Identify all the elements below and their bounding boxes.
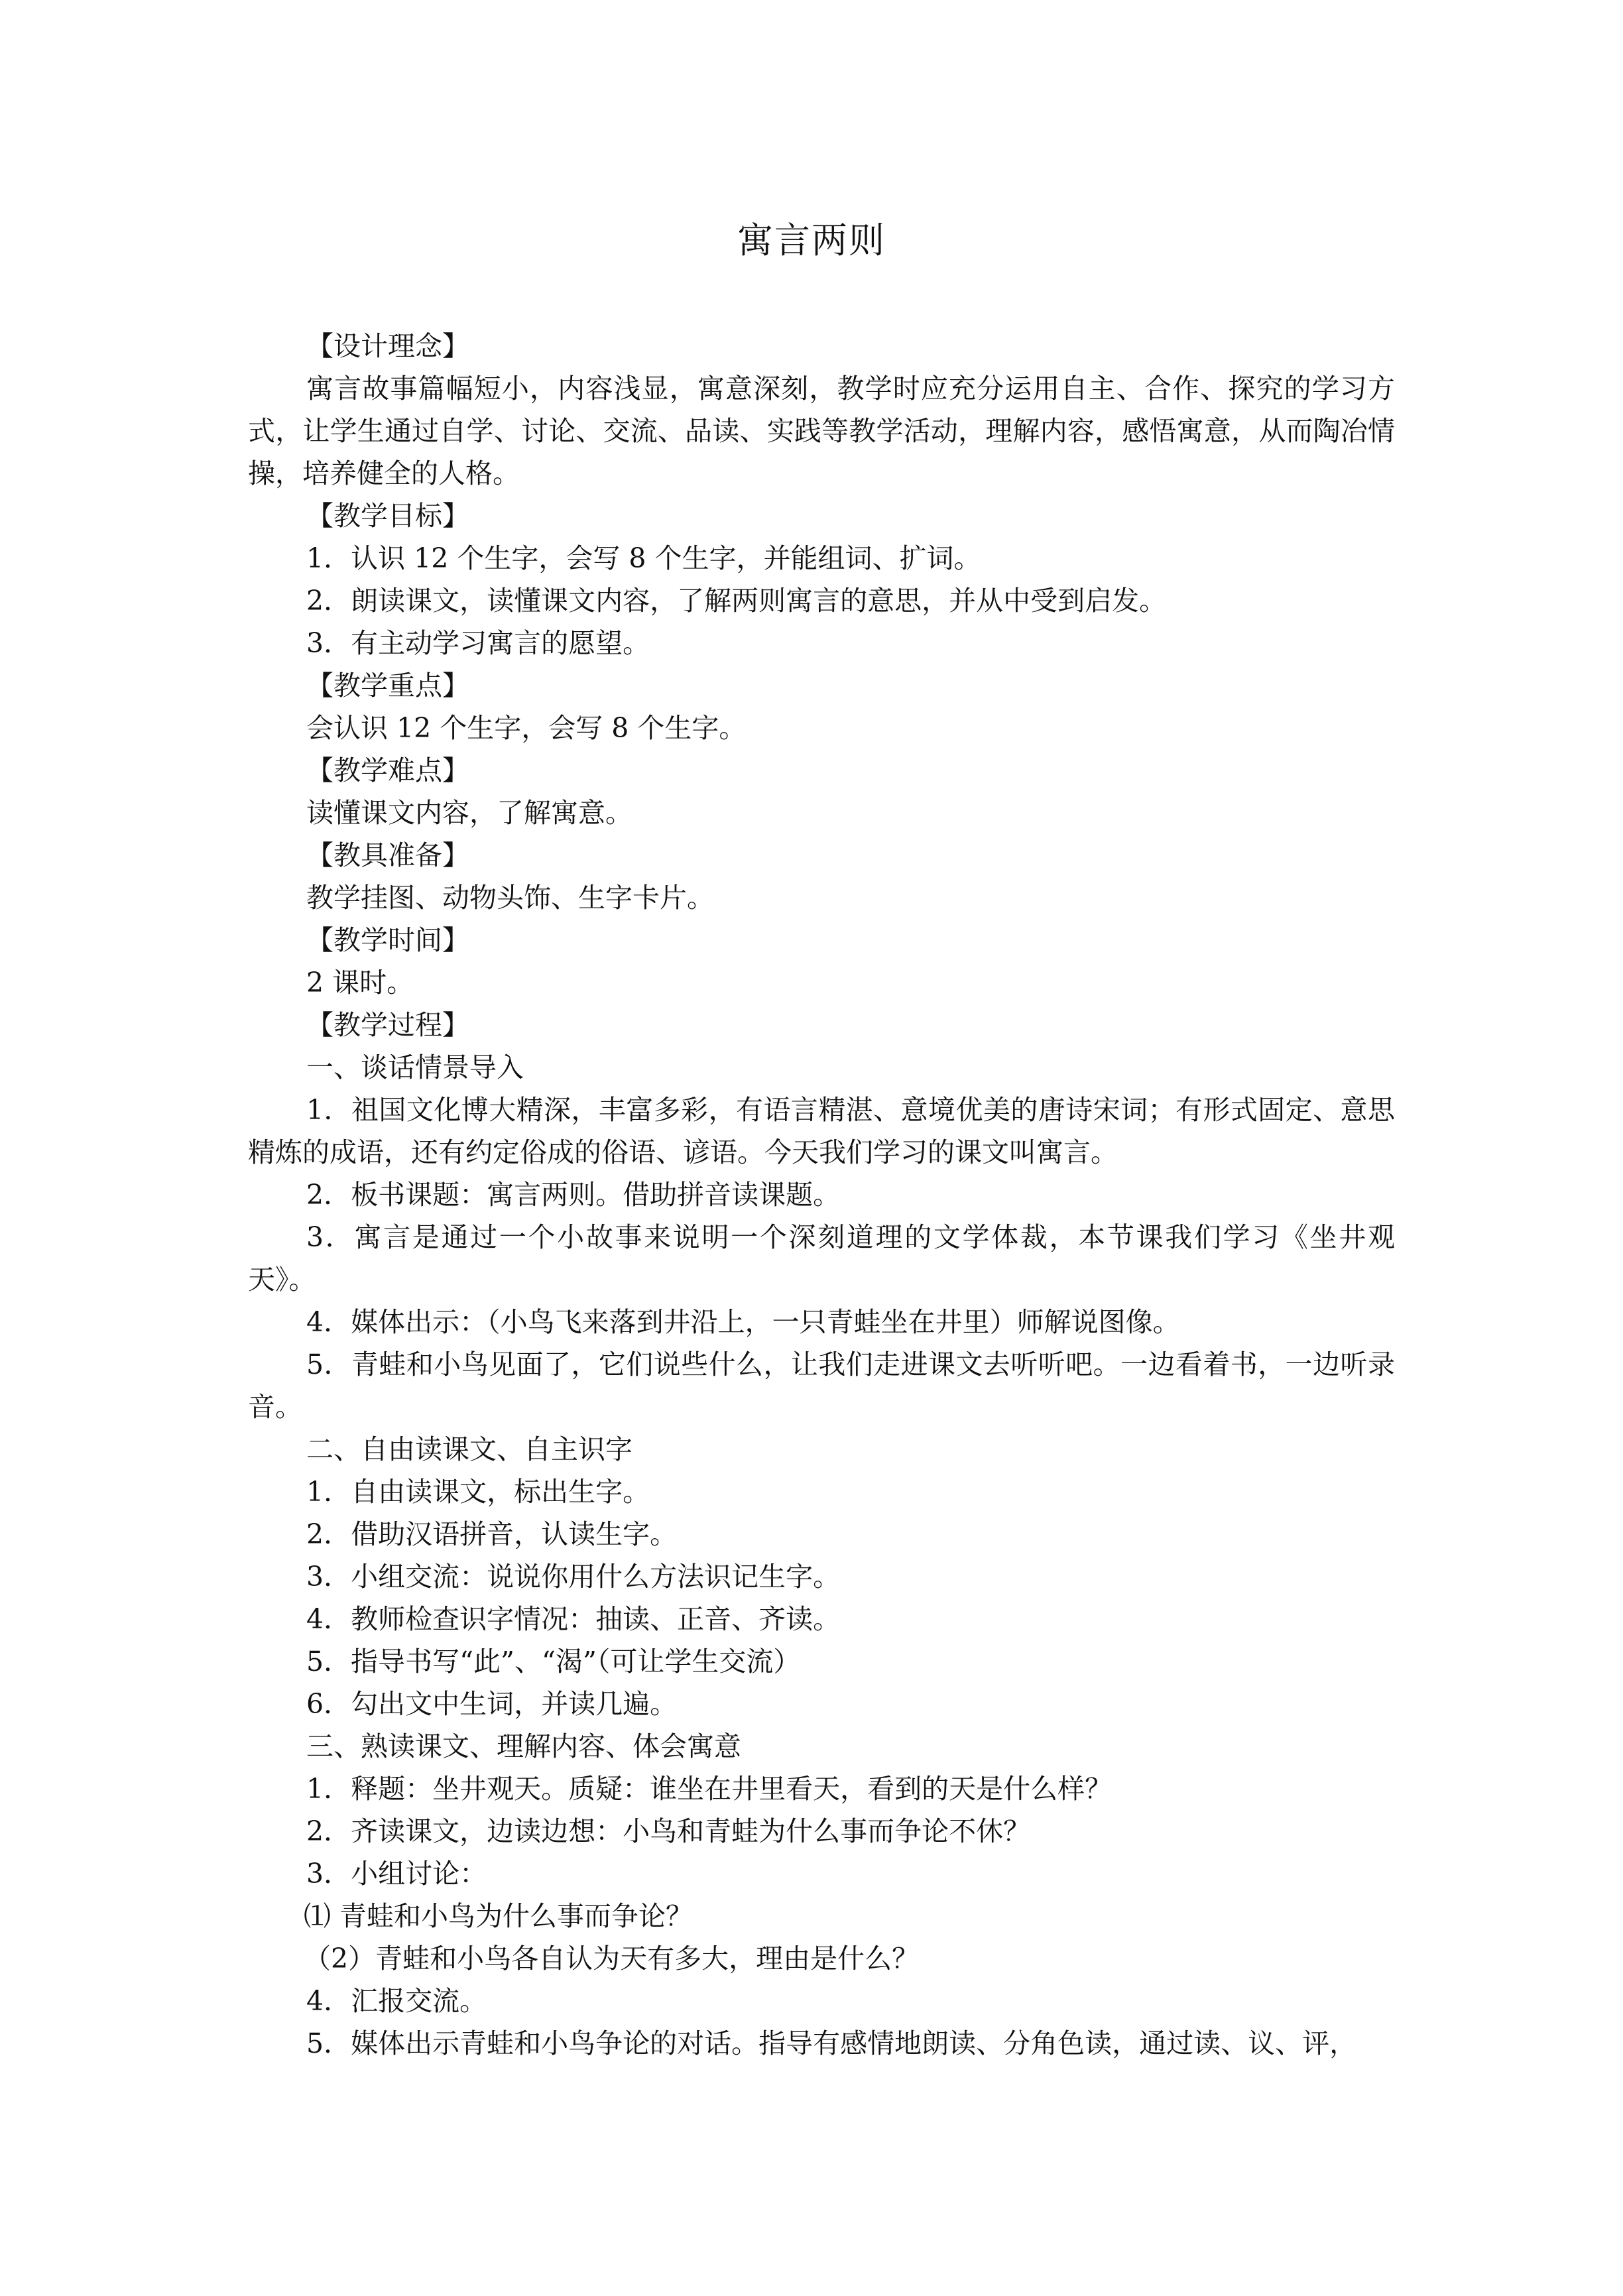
section-1-item-4: 4．媒体出示：（小鸟飞来落到井沿上，一只青蛙坐在井里）师解说图像。: [306, 1306, 1180, 1338]
section-2-heading: 二、自由读课文、自主识字: [306, 1433, 632, 1465]
document-body: [248, 325, 1395, 2065]
section-1-heading: 一、谈话情景导入: [306, 1052, 524, 1083]
section-3-item-3: 3．小组讨论：: [306, 1858, 487, 1890]
section-1-item-1: 1．祖国文化博大精深，丰富多彩，有语言精湛、意境优美的唐诗宋词；有形式固定、意思精炼的成语，还有约定俗成的俗语、谚语。今天我们学习的课文叫寓言。: [248, 1094, 1395, 1168]
heading-key-points: 【教学重点】: [306, 670, 469, 701]
section-1-item-3: 3．寓言是通过一个小故事来说明一个深刻道理的文学体裁，本节课我们学习《坐井观天》。: [248, 1221, 1395, 1296]
section-3-item-4: 4．汇报交流。: [306, 1985, 487, 2017]
section-3-item-1: 1．释题：坐井观天。质疑：谁坐在井里看天，看到的天是什么样？: [306, 1773, 1112, 1805]
section-3-subitem-1: ⑴ 青蛙和小鸟为什么事而争论？: [304, 1900, 693, 1932]
section-1-item-2: 2．板书课题：寓言两则。借助拼音读课题。: [306, 1179, 841, 1211]
paragraph-difficulties: 读懂课文内容，了解寓意。: [306, 797, 632, 829]
heading-materials: 【教具准备】: [306, 839, 469, 871]
heading-time: 【教学时间】: [306, 924, 469, 956]
section-3-item-2: 2．齐读课文，边读边想：小鸟和青蛙为什么事而争论不休？: [306, 1815, 1031, 1847]
goal-item-1: 1．认识 12 个生字，会写 8 个生字，并能组词、扩词。: [306, 542, 981, 574]
section-1-item-5: 5．青蛙和小鸟见面了，它们说些什么，让我们走进课文去听听吧。一边看着书，一边听录音。: [248, 1349, 1395, 1423]
section-3-item-5: 5．媒体出示青蛙和小鸟争论的对话。指导有感情地朗读、分角色读，通过读、议、评，: [306, 2027, 1357, 2059]
paragraph-design-concept: 寓言故事篇幅短小，内容浅显，寓意深刻，教学时应充分运用自主、合作、探究的学习方式，让学生通过自学、讨论、交流、品读、实践等教学活动，理解内容，感悟寓意，从而陶冶情操，培养健全的人格。: [248, 373, 1395, 489]
document-title: 寓言两则: [737, 219, 886, 261]
heading-difficulties: 【教学难点】: [306, 755, 469, 786]
goal-item-3: 3．有主动学习寓言的愿望。: [306, 627, 650, 659]
section-3-heading: 三、熟读课文、理解内容、体会寓意: [306, 1730, 741, 1762]
paragraph-key-points: 会认识 12 个生字，会写 8 个生字。: [306, 712, 747, 744]
section-2-item-5: 5．指导书写“此”、“渴”（可让学生交流）: [306, 1646, 801, 1677]
section-2-item-4: 4．教师检查识字情况：抽读、正音、齐读。: [306, 1603, 841, 1635]
paragraph-time: 2 课时。: [306, 967, 414, 998]
paragraph-materials: 教学挂图、动物头饰、生字卡片。: [306, 882, 714, 914]
goal-item-2: 2．朗读课文，读懂课文内容，了解两则寓言的意思，并从中受到启发。: [306, 585, 1167, 617]
section-3-subitem-2: （2）青蛙和小鸟各自认为天有多大，理由是什么？: [304, 1943, 920, 1974]
section-2-item-3: 3．小组交流：说说你用什么方法识记生字。: [306, 1561, 841, 1593]
heading-design-concept: 【设计理念】: [306, 330, 469, 362]
section-2-item-2: 2．借助汉语拼音，认读生字。: [306, 1518, 678, 1550]
section-2-item-6: 6．勾出文中生词，并读几遍。: [306, 1688, 678, 1720]
section-2-item-1: 1．自由读课文，标出生字。: [306, 1476, 650, 1508]
heading-process: 【教学过程】: [306, 1009, 469, 1041]
heading-teaching-goals: 【教学目标】: [306, 500, 469, 532]
